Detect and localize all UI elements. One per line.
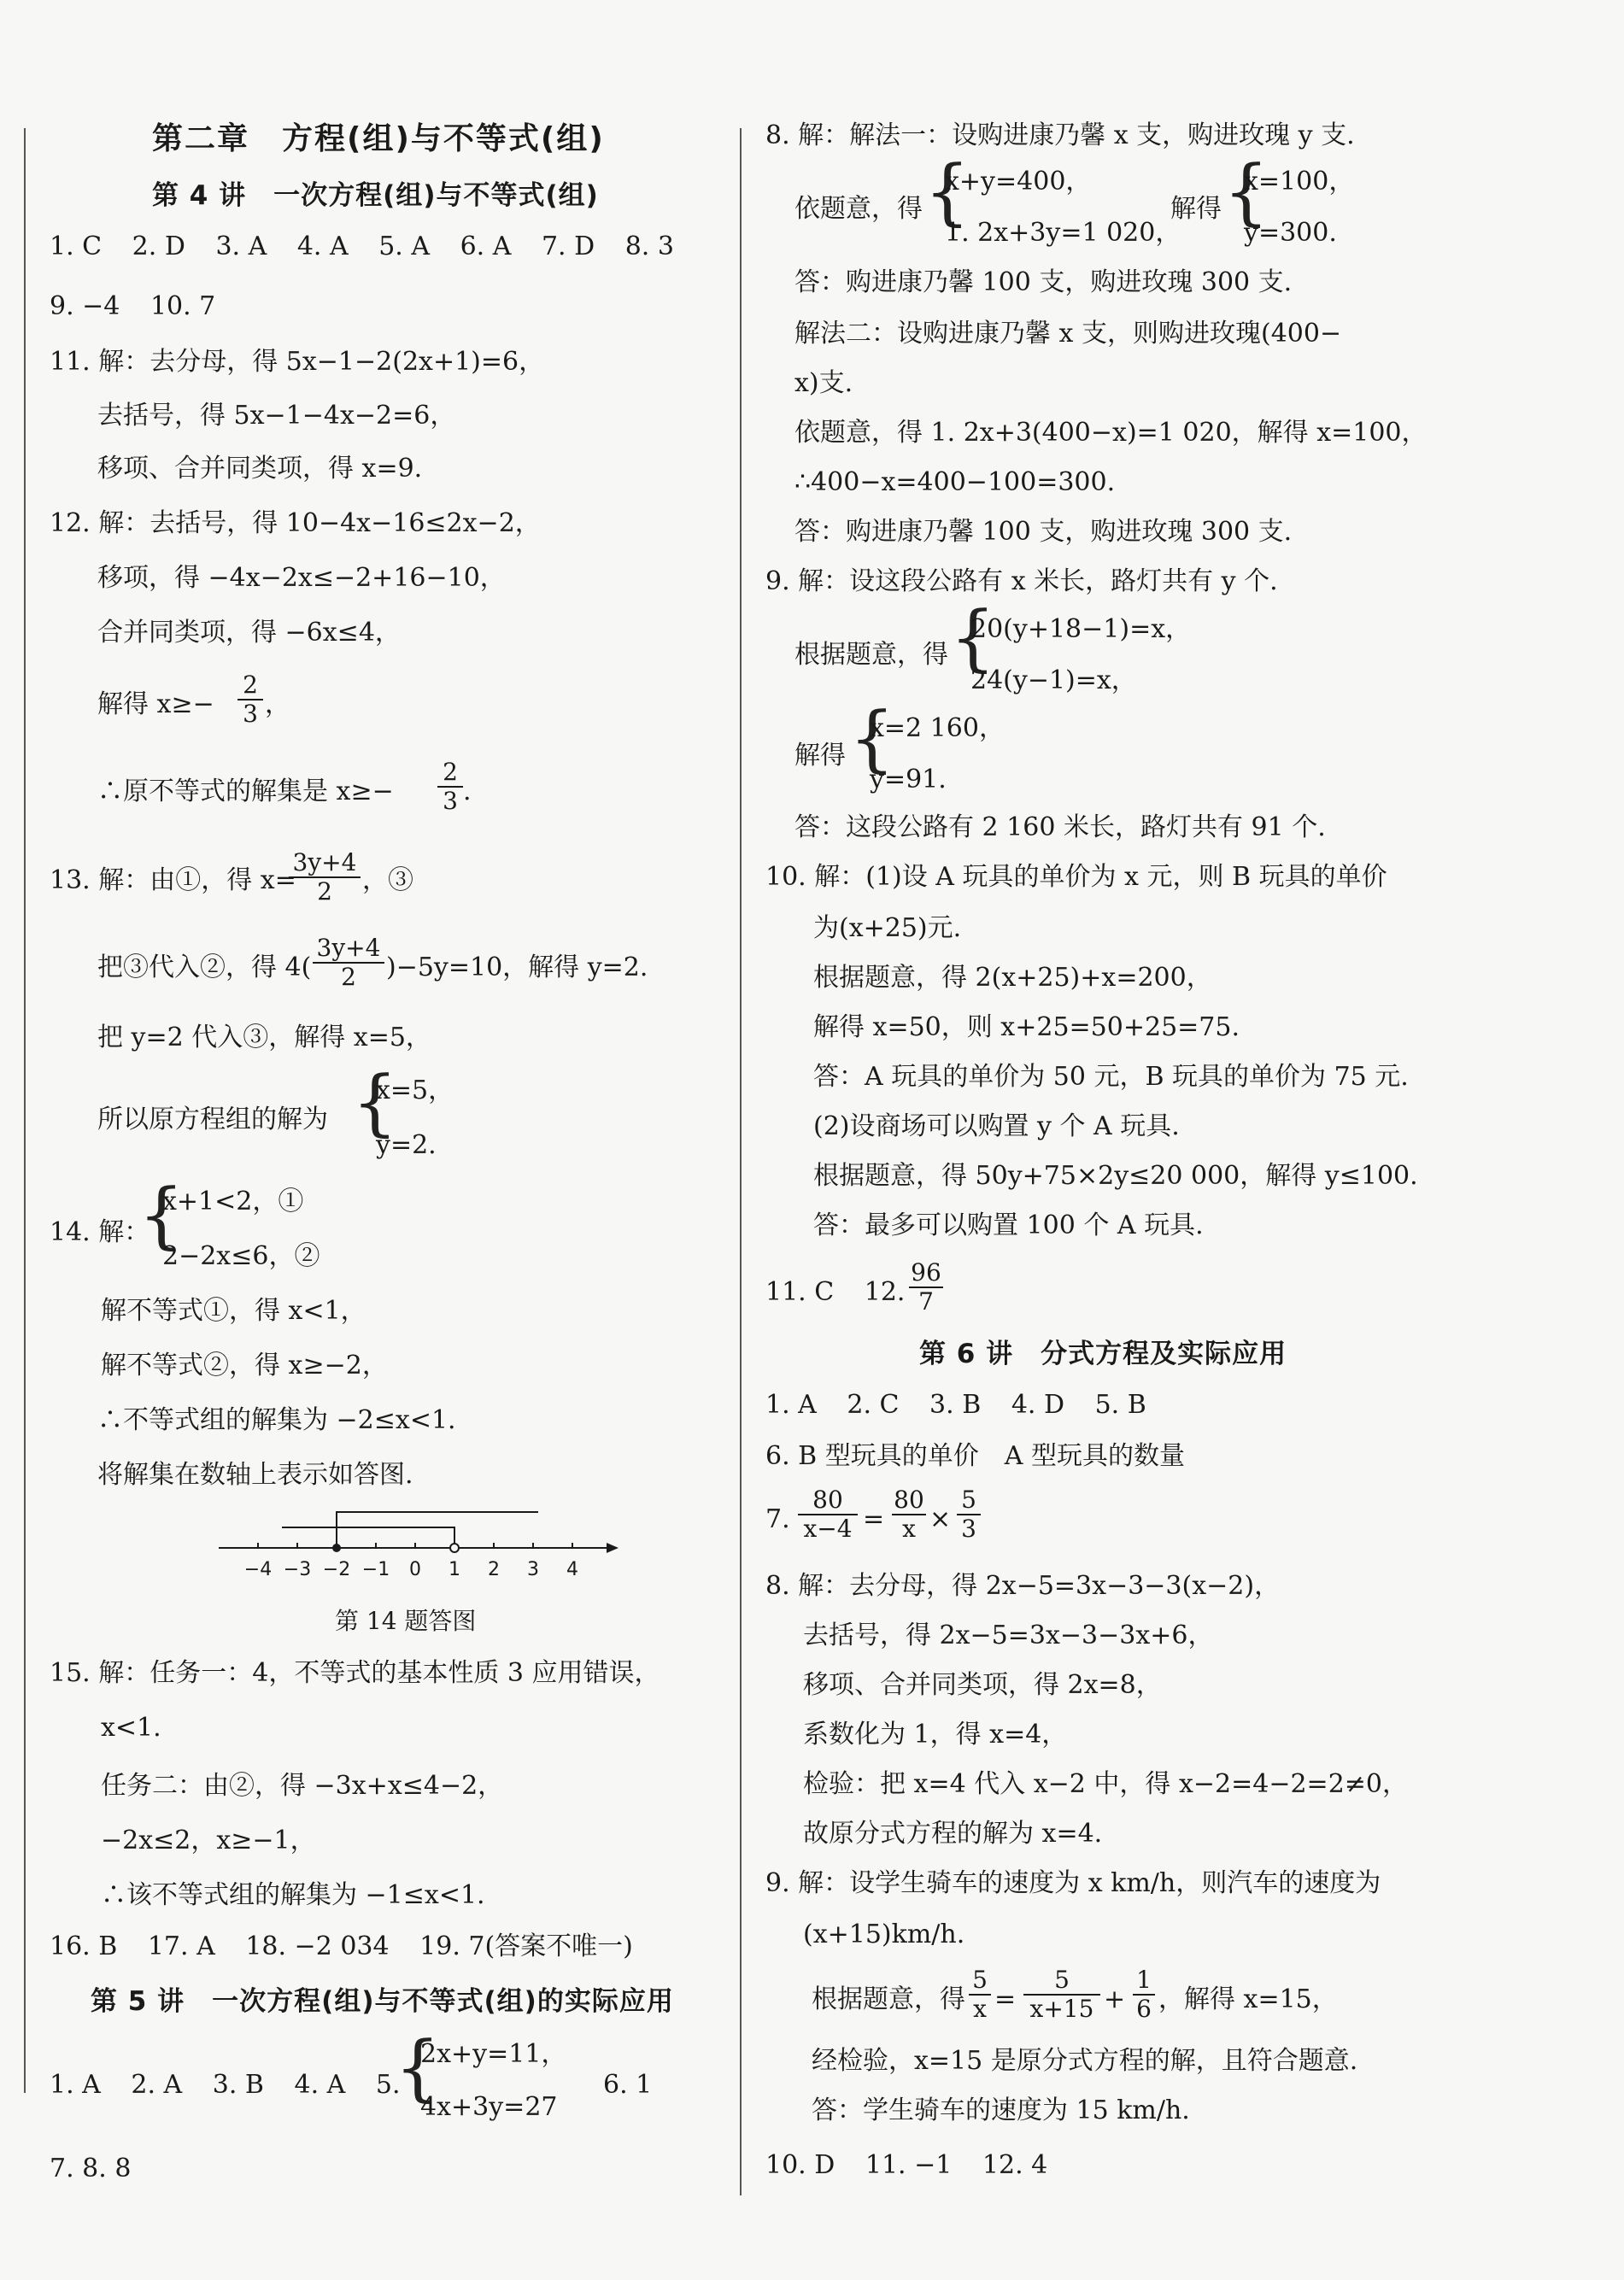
q12-line-1: 12. 解：去括号，得 10−4x−16≤2x−2， [50, 508, 541, 538]
q11-line-3: 移项、合并同类项，得 x=9. [97, 454, 423, 484]
answer-6b: 6. B 型玩具的单价 A 型玩具的数量 [765, 1441, 1185, 1471]
q9b-equals: = [994, 1984, 1017, 2014]
q8-brace-b: { [1223, 149, 1269, 233]
q9-line-1: 9. 解：设这段公路有 x 米长，路灯共有 y 个. [765, 566, 1278, 596]
q14-label: 14. 解： [50, 1217, 150, 1247]
q13-system-1: x=5， [376, 1076, 454, 1105]
q15-line-2: x<1. [101, 1713, 161, 1743]
q14-system-2: 2−2x≤6，② [162, 1241, 320, 1271]
q5-system-1: 2x+y=11， [420, 2039, 567, 2069]
q8b-line-5: 检验：把 x=4 代入 x−2 中，得 x−2=4−2=2≠0， [803, 1769, 1409, 1799]
q15-line-5: ∴该不等式组的解集为 −1≤x<1. [101, 1880, 485, 1910]
q8-line-6: 依题意，得 1. 2x+3(400−x)=1 020，解得 x=100， [794, 418, 1428, 448]
number-line-figure [205, 1497, 624, 1582]
fraction-3y4-over-2-b: $\frac{3y+4}{2}$ [313, 935, 384, 991]
q14-system-1: x+1<2，① [162, 1187, 304, 1216]
q10-line-4: 解得 x=50，则 x+25=50+25=75. [813, 1012, 1240, 1042]
q9b-line-4: 经检验，x=15 是原分式方程的解，且符合题意. [812, 2046, 1358, 2076]
answer-row-3: 16. B 17. A 18. −2 034 19. 7(答案不唯一) [50, 1931, 633, 1961]
q13-line-1b: ，③ [362, 865, 413, 895]
q9-system-b1: x=2 160， [870, 713, 1005, 743]
column-divider [740, 128, 742, 2195]
q10-line-1: 10. 解：(1)设 A 玩具的单价为 x 元，则 B 玩具的单价 [765, 862, 1387, 892]
answer-row-4: 1. A 2. A 3. B 4. A 5. [50, 2070, 401, 2100]
fraction-3y4-over-2-a: $\frac{3y+4}{2}$ [289, 849, 361, 906]
lesson-6-title: 第 6 讲 分式方程及实际应用 [919, 1339, 1287, 1369]
fraction-96-7: $\frac{96}{7}$ [909, 1259, 943, 1316]
q9b-line-3a: 根据题意，得 [812, 1984, 965, 2014]
q8b-line-1: 8. 解：去分母，得 2x−5=3x−3−3(x−2)， [765, 1571, 1281, 1601]
q8b-line-6: 故原分式方程的解为 x=4. [803, 1819, 1103, 1849]
answer-row-7: 10. D 11. −1 12. 4 [765, 2150, 1048, 2180]
tick-label: −1 [361, 1559, 390, 1580]
q14-line-6: 将解集在数轴上表示如答图. [97, 1460, 413, 1490]
fraction-5-x15: $\frac{5}{x+15}$ [1023, 1966, 1100, 2023]
q10-line-2: 为(x+25)元. [813, 913, 962, 943]
figure-caption: 第 14 题答图 [335, 1607, 477, 1635]
answer-6: 6. 1 [603, 2070, 653, 2100]
q14-line-5: ∴不等式组的解集为 −2≤x<1. [97, 1405, 456, 1435]
q11-line-1: 11. 解：去分母，得 5x−1−2(2x+1)=6， [50, 347, 545, 377]
tick-label: −2 [322, 1559, 351, 1580]
period: . [463, 777, 472, 806]
tick-label: 4 [566, 1559, 578, 1580]
q12-line-4: 解得 x≥− [97, 689, 214, 719]
q8-line-3: 答：购进康乃馨 100 支，购进玫瑰 300 支. [794, 267, 1293, 297]
q13-line-2b: )−5y=10，解得 y=2. [386, 952, 648, 982]
q7-equals: = [863, 1504, 885, 1534]
comma: ， [265, 689, 290, 719]
q8-brace-a: { [924, 149, 970, 233]
answer-row-2: 9. −4 10. 7 [50, 291, 216, 321]
fraction-two-thirds-a: $\frac{2}{3}$ [237, 671, 263, 728]
q9b-line-3b: ，解得 x=15， [1158, 1984, 1338, 2014]
fraction-5-x: $\frac{5}{x}$ [969, 1966, 991, 2023]
q13-line-1a: 13. 解：由①，得 x= [50, 865, 296, 895]
q8-line-solve: 解得 [1170, 194, 1222, 224]
q13-line-3: 把 y=2 代入③，解得 x=5， [97, 1023, 431, 1052]
q8-system-a2: 1. 2x+3y=1 020， [945, 218, 1181, 248]
q8-system-a1: x+y=400， [945, 167, 1092, 196]
q9-brace-a: { [950, 595, 996, 679]
q9b-line-1: 9. 解：设学生骑车的速度为 x km/h，则汽车的速度为 [765, 1868, 1381, 1898]
q5-system-2: 4x+3y=27 [420, 2092, 558, 2122]
q10-line-8: 答：最多可以购置 100 个 A 玩具. [813, 1210, 1204, 1240]
q8-line-2: 依题意，得 [794, 194, 923, 224]
lesson-4-title: 第 4 讲 一次方程(组)与不等式(组) [152, 180, 599, 211]
tick-label: 1 [449, 1559, 460, 1580]
q8b-line-4: 系数化为 1，得 x=4， [803, 1720, 1068, 1750]
q9-line-3: 答：这段公路有 2 160 米长，路灯共有 91 个. [794, 812, 1326, 842]
q8b-line-2: 去括号，得 2x−5=3x−3−3x+6， [803, 1621, 1214, 1650]
answer-row-5: 11. C 12. [765, 1277, 906, 1307]
q9-line-2: 根据题意，得 [794, 640, 948, 670]
q8-line-8: 答：购进康乃馨 100 支，购进玫瑰 300 支. [794, 517, 1293, 547]
tick-label: −4 [243, 1559, 273, 1580]
q9-system-a1: 20(y+18−1)=x， [970, 614, 1192, 644]
q10-line-7: 根据题意，得 50y+75×2y≤20 000，解得 y≤100. [813, 1161, 1418, 1191]
left-margin-rule [24, 128, 26, 2093]
q10-line-5: 答：A 玩具的单价为 50 元，B 玩具的单价为 75 元. [813, 1062, 1409, 1092]
q15-line-4: −2x≤2，x≥−1， [101, 1826, 316, 1855]
q8-system-b2: y=300. [1244, 218, 1337, 248]
q9-brace-b: { [849, 696, 895, 780]
answer-row-1: 1. C 2. D 3. A 4. A 5. A 6. A 7. D 8. 3 [50, 232, 674, 261]
answer-row-6: 1. A 2. C 3. B 4. D 5. B [765, 1390, 1146, 1420]
q15-line-1: 15. 解：任务一：4，不等式的基本性质 3 应用错误， [50, 1658, 660, 1688]
q13-system-2: y=2. [376, 1130, 437, 1160]
answer-7: 7. 8. 8 [50, 2154, 132, 2183]
fraction-80-x-4: $\frac{80}{x-4}$ [798, 1486, 858, 1543]
q9b-line-2: (x+15)km/h. [803, 1920, 965, 1949]
q10-line-3: 根据题意，得 2(x+25)+x=200， [813, 963, 1212, 993]
tick-label: 0 [409, 1559, 421, 1580]
q8-line-4: 解法二：设购进康乃馨 x 支，则购进玫瑰(400− [794, 319, 1342, 349]
q15-line-3: 任务二：由②，得 −3x+x≤4−2， [101, 1771, 504, 1801]
q9b-plus: + [1104, 1984, 1126, 2014]
q14-line-3: 解不等式①，得 x<1， [101, 1296, 366, 1326]
q10-line-6: (2)设商场可以购置 y 个 A 玩具. [813, 1111, 1180, 1141]
q9-system-a2: 24(y−1)=x， [970, 665, 1137, 695]
tick-label: 2 [488, 1559, 500, 1580]
fraction-80-x: $\frac{80}{x}$ [892, 1486, 926, 1543]
q14-line-4: 解不等式②，得 x≥−2， [101, 1351, 388, 1380]
fraction-two-thirds-b: $\frac{2}{3}$ [437, 759, 463, 815]
q13-line-4: 所以原方程组的解为 [97, 1105, 328, 1134]
tick-label: −3 [283, 1559, 312, 1580]
q7-times: × [929, 1504, 952, 1534]
q8-line-1: 8. 解：解法一：设购进康乃馨 x 支，购进玫瑰 y 支. [765, 120, 1355, 150]
q9b-line-5: 答：学生骑车的速度为 15 km/h. [812, 2095, 1190, 2125]
q8-line-7: ∴400−x=400−100=300. [794, 467, 1116, 497]
q9-system-b2: y=91. [870, 765, 947, 794]
q12-line-2: 移项，得 −4x−2x≤−2+16−10， [97, 563, 506, 593]
q8-line-5: x)支. [794, 368, 853, 398]
q12-line-3: 合并同类项，得 −6x≤4， [97, 618, 401, 648]
q7-label: 7. [765, 1504, 790, 1534]
q12-line-5: ∴原不等式的解集是 x≥− [97, 777, 394, 806]
q13-brace: { [352, 1060, 398, 1144]
chapter-title: 第二章 方程(组)与不等式(组) [152, 121, 605, 156]
q8-system-b1: x=100， [1244, 167, 1355, 196]
q9-line-solve: 解得 [794, 741, 846, 771]
q5-brace: { [395, 2025, 441, 2109]
fraction-1-6: $\frac{1}{6}$ [1133, 1966, 1155, 2023]
q8b-line-3: 移项、合并同类项，得 2x=8， [803, 1670, 1162, 1700]
lesson-5-title: 第 5 讲 一次方程(组)与不等式(组)的实际应用 [91, 1986, 674, 2017]
q13-line-2a: 把③代入②，得 4( [97, 952, 312, 982]
fraction-5-3: $\frac{5}{3}$ [957, 1486, 981, 1543]
q11-line-2: 去括号，得 5x−1−4x−2=6， [97, 401, 456, 431]
tick-label: 3 [527, 1559, 539, 1580]
q14-brace: { [138, 1173, 185, 1257]
